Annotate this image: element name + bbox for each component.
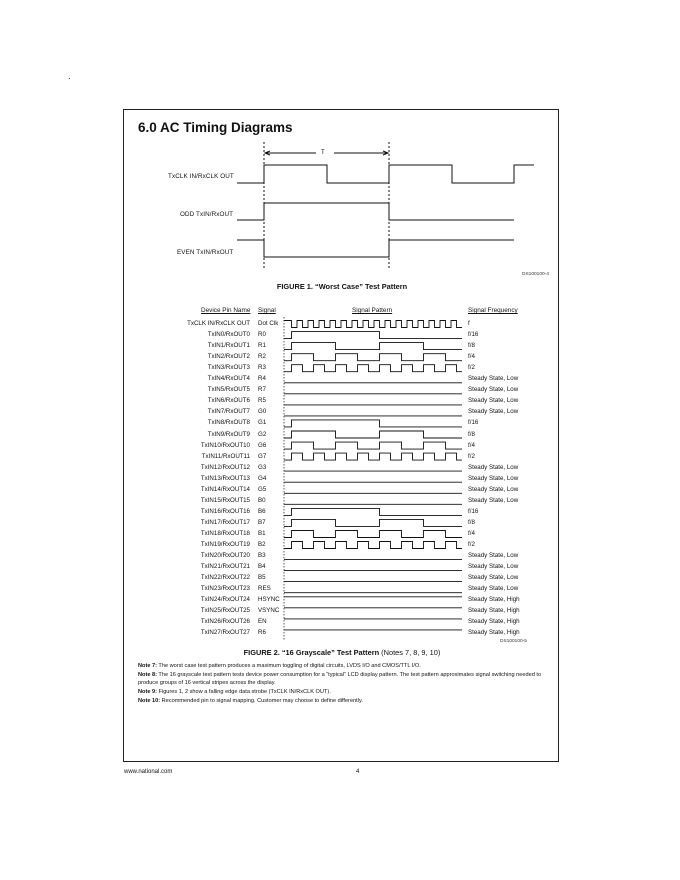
waveform-d2 (284, 542, 462, 549)
signal-frequency: Steady State, Low (468, 485, 519, 493)
signal-frequency: Steady State, High (468, 596, 520, 604)
signal-frequency: f/8 (468, 342, 475, 350)
fig2-ds-id: DS100100-5 (500, 639, 527, 644)
signal-name: B1 (258, 529, 266, 537)
signal-name: R1 (258, 342, 266, 350)
pin-name: TxIN23/RxOUT23 (200, 585, 250, 593)
signal-frequency: f/4 (468, 529, 475, 537)
pin-name: TxIN1/RxOUT1 (207, 342, 250, 350)
figure2-caption-notes: (Notes 7, 8, 9, 10) (381, 648, 441, 657)
signal-frequency: f/2 (468, 452, 475, 460)
waveform-d16 (284, 332, 462, 339)
waveform-clk (284, 321, 462, 328)
signal-frequency: Steady State, Low (468, 375, 519, 383)
pin-name: TxIN5/RxOUT5 (207, 386, 250, 394)
waveform-d8 (284, 343, 462, 350)
signal-frequency: Steady State, Low (468, 474, 519, 482)
pin-name: TxIN18/RxOUT18 (200, 529, 250, 537)
signal-frequency: f/16 (468, 507, 479, 515)
signal-frequency: f/4 (468, 441, 475, 449)
pin-name: TxIN10/RxOUT10 (200, 441, 250, 449)
stray-mark: . (68, 71, 71, 81)
page-frame (123, 109, 559, 762)
pin-name: TxIN9/RxOUT9 (207, 430, 250, 438)
signal-frequency: f/16 (468, 419, 479, 427)
signal-name: EN (258, 618, 267, 626)
signal-name: G7 (258, 452, 267, 460)
figure1-caption: FIGURE 1. “Worst Case” Test Pattern (276, 282, 408, 291)
signal-name: R5 (258, 397, 266, 405)
signal-name: B4 (258, 563, 266, 571)
note-7: Note 7: The worst case test pattern produces a maximum toggling of digital circuits, LVDS I/O and CMOS/TTL I/O. (138, 663, 421, 669)
signal-frequency: Steady State, Low (468, 563, 519, 571)
signal-frequency: Steady State, High (468, 618, 520, 626)
signal-frequency: Steady State, Low (468, 463, 519, 471)
signal-frequency: Steady State, Low (468, 397, 519, 405)
notes-section (138, 663, 548, 707)
pin-name: TxIN14/RxOUT14 (200, 485, 250, 493)
pin-name: TxIN17/RxOUT17 (200, 518, 250, 526)
waveform-d4 (284, 442, 462, 449)
signal-frequency: f/16 (468, 331, 479, 339)
pin-name: TxIN2/RxOUT2 (207, 353, 250, 361)
signal-name: B2 (258, 541, 266, 548)
signal-frequency: Steady State, Low (468, 408, 519, 416)
signal-frequency: f/2 (468, 541, 475, 548)
signal-name: B7 (258, 518, 266, 526)
pin-name: TxIN26/RxOUT26 (200, 618, 250, 626)
note-10: Note 10: Recommended pin to signal mapping. Customer may choose to define differently. (138, 698, 363, 705)
signal-name: B5 (258, 574, 266, 582)
footer-website: www.national.com (124, 769, 173, 775)
signal-name: R4 (258, 375, 266, 383)
signal-name: G0 (258, 408, 267, 416)
pin-name: TxIN21/RxOUT21 (200, 563, 250, 571)
figure2-caption (124, 648, 560, 657)
signal-name: G3 (258, 463, 267, 471)
pin-name: TxIN6/RxOUT6 (207, 397, 250, 405)
pin-name: TxIN25/RxOUT25 (200, 607, 250, 615)
waveform-d16 (284, 420, 462, 427)
signal-name: B6 (258, 507, 266, 515)
pin-name: TxIN7/RxOUT7 (207, 408, 250, 416)
signal-frequency: Steady State, High (468, 629, 520, 637)
header-pin-name: Device Pin Name (201, 307, 251, 314)
pin-name: TxIN16/RxOUT16 (200, 507, 250, 515)
signal-name: G4 (258, 474, 267, 482)
signal-frequency: Steady State, Low (468, 585, 519, 593)
waveform-d2 (284, 365, 462, 372)
signal-frequency: f/4 (468, 353, 475, 361)
signal-frequency: Steady State, Low (468, 386, 519, 394)
note-9: Note 9: Figures 1, 2 show a falling edge data strobe (TxCLK IN/RxCLK OUT). (138, 688, 331, 695)
waveform-d4 (284, 354, 462, 361)
signal-frequency: Steady State, Low (468, 574, 519, 582)
pin-name: TxIN8/RxOUT8 (207, 419, 250, 427)
fig1-ds-id: DS100100-4 (522, 272, 549, 277)
signal-frequency: Steady State, High (468, 607, 520, 615)
header-signal: Signal (258, 307, 276, 314)
signal-name: R7 (258, 386, 266, 394)
pin-name: TxIN11/RxOUT11 (201, 452, 250, 460)
header-signal-pattern: Signal Pattern (352, 307, 393, 314)
section-title: 6.0 AC Timing Diagrams (138, 120, 293, 135)
waveform-d8 (284, 431, 462, 438)
period-label: T (321, 150, 325, 156)
signal-name: R0 (258, 331, 266, 339)
signal-name: RES (258, 585, 271, 593)
signal-name: VSYNC (258, 607, 280, 615)
signal-name: B3 (258, 552, 266, 560)
signal-name: R3 (258, 364, 266, 372)
signal-frequency: f (468, 320, 470, 327)
signal-name: Dot Clk (258, 320, 279, 327)
pin-name: TxIN4/RxOUT4 (207, 375, 250, 383)
signal-name: R6 (258, 629, 266, 637)
pin-name: TxIN13/RxOUT13 (200, 474, 250, 482)
signal-name: B0 (258, 496, 266, 504)
pin-name: TxIN22/RxOUT22 (200, 574, 250, 582)
waveform-d8 (284, 519, 462, 526)
fig1-label-even: EVEN TxIN/RxOUT (177, 249, 234, 256)
pin-name: TxIN24/RxOUT24 (200, 596, 250, 604)
signal-name: G1 (258, 419, 267, 427)
figure2-caption-title: FIGURE 2. “16 Grayscale” Test Pattern (243, 648, 380, 657)
pin-name: TxIN20/RxOUT20 (200, 552, 250, 560)
signal-frequency: f/8 (468, 430, 475, 438)
waveform-d2 (284, 453, 462, 460)
signal-frequency: Steady State, Low (468, 552, 519, 560)
signal-frequency: Steady State, Low (468, 496, 519, 504)
footer-page-number: 4 (356, 769, 360, 775)
pin-name: TxCLK IN/RxCLK OUT (187, 320, 250, 327)
fig1-label-odd: ODD TxIN/RxOUT (180, 211, 234, 218)
header-signal-frequency: Signal Frequency (468, 307, 518, 314)
signal-name: HSYNC (258, 596, 280, 604)
signal-frequency: f/8 (468, 518, 475, 526)
pin-name: TxIN0/RxOUT0 (207, 331, 250, 339)
fig1-label-clk: TxCLK IN/RxCLK OUT (168, 173, 234, 180)
pin-name: TxIN3/RxOUT3 (207, 364, 250, 372)
signal-name: R2 (258, 353, 266, 361)
pin-name: TxIN19/RxOUT19 (200, 541, 250, 548)
signal-frequency: f/2 (468, 364, 475, 372)
pin-name: TxIN15/RxOUT15 (200, 496, 250, 504)
pin-name: TxIN27/RxOUT27 (200, 629, 250, 637)
note-8: Note 8: The 16 grayscale test pattern tests device power consumption for a “typical” LCD display pattern. The test pattern approximates signal switching needed to produce groups of 16 vertical stripes across the display. (138, 672, 542, 686)
signal-name: G5 (258, 485, 267, 493)
pin-name: TxIN12/RxOUT12 (200, 463, 250, 471)
signal-name: G2 (258, 430, 267, 438)
waveform-d4 (284, 531, 462, 538)
fig2-waveforms (124, 110, 560, 650)
signal-name: G6 (258, 441, 267, 449)
waveform-d16 (284, 508, 462, 515)
